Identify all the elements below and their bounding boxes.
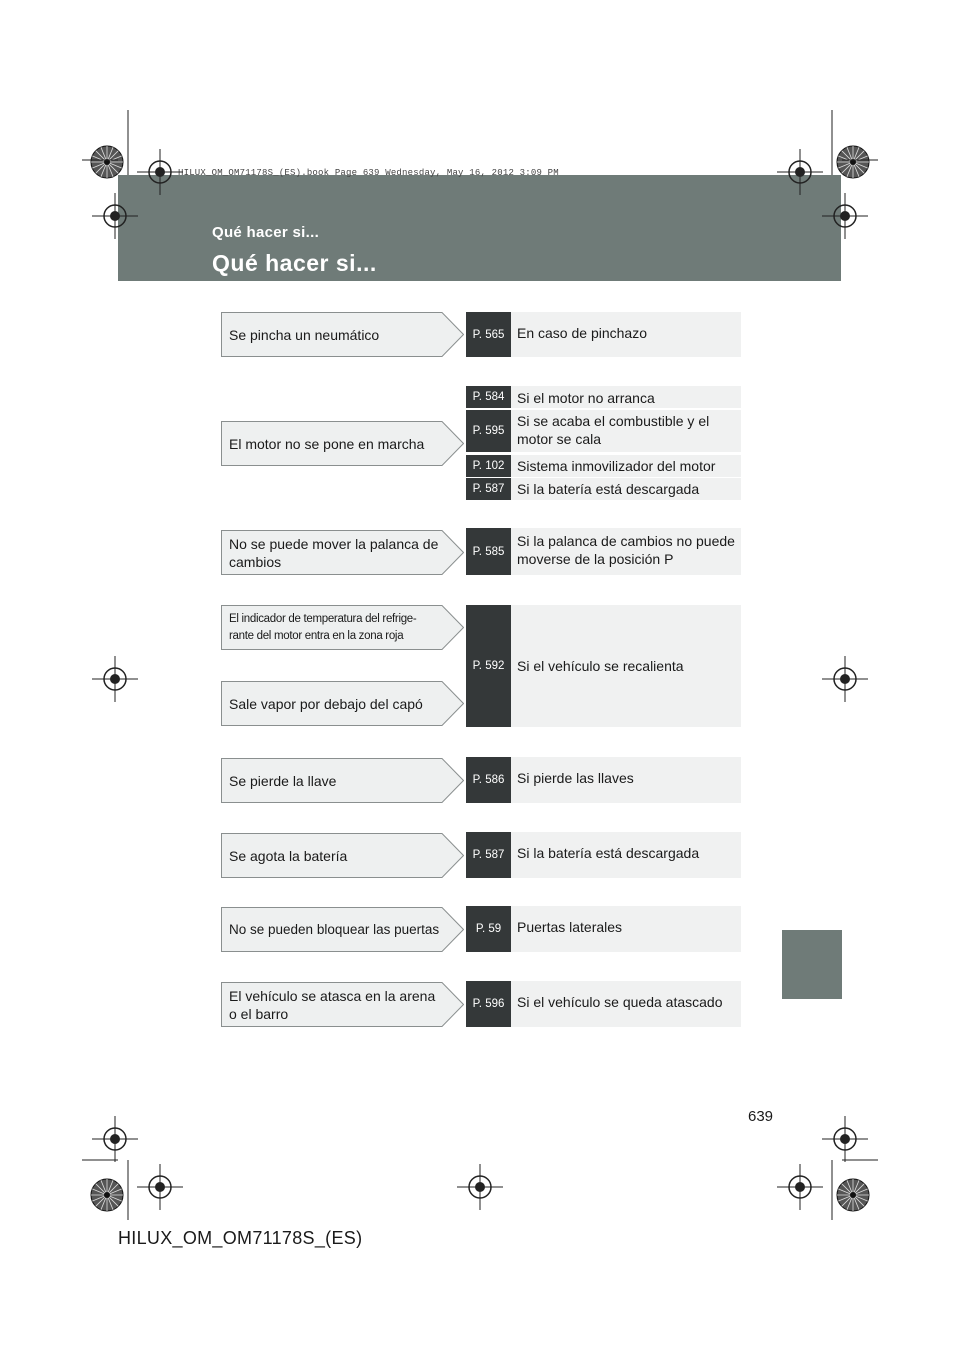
section-label: Qué hacer si...: [212, 224, 320, 241]
problem-text: Se agota la batería: [229, 847, 348, 864]
problem-text: Sale vapor por debajo del capó: [229, 695, 423, 712]
problem-text: El motor no se pone en marcha: [229, 435, 425, 452]
page-ref[interactable]: P. 595: [466, 410, 511, 452]
page-ref[interactable]: P. 585: [466, 528, 511, 575]
page-ref[interactable]: P. 592: [466, 605, 511, 727]
page-number: 639: [748, 1108, 774, 1125]
solution-text: Si la batería está descargada: [511, 478, 741, 500]
solution-text: Si se acaba el combustible y el motor se cala: [511, 410, 741, 452]
page-title: Qué hacer si...: [212, 250, 377, 276]
page-ref[interactable]: P. 102: [466, 455, 511, 477]
solution-text: Sistema inmovilizador del motor: [511, 455, 741, 477]
problem-text: Se pincha un neumático: [229, 326, 380, 343]
problem-text: El indicador de temperatura del refrige-rante del motor entra en la zona roja: [229, 612, 417, 642]
solution-text: Si el vehículo se recalienta: [511, 605, 741, 727]
problem-text: El vehículo se atasca en la arena o el barro: [229, 987, 436, 1022]
page-ref[interactable]: P. 596: [466, 981, 511, 1027]
page-ref[interactable]: P. 565: [466, 312, 511, 357]
book-info: HILUX_OM_OM71178S_(ES).book Page 639 Wednesday, May 16, 2012 3:09 PM: [178, 168, 559, 178]
solution-text: Puertas laterales: [511, 906, 741, 952]
page-ref[interactable]: P. 586: [466, 757, 511, 803]
problem-text: Se pierde la llave: [229, 772, 337, 789]
problem-text: No se puede mover la palanca de cambios: [229, 535, 439, 570]
page-ref[interactable]: P. 59: [466, 906, 511, 952]
solution-text: Si el vehículo se queda atascado: [511, 981, 741, 1027]
footer-code: HILUX_OM_OM71178S_(ES): [118, 1228, 363, 1248]
problem-text: No se pueden bloquear las puertas: [229, 921, 440, 937]
solution-text: Si la palanca de cambios no puede moverse de la posición P: [511, 528, 741, 575]
solution-text: Si la batería está descargada: [511, 832, 741, 878]
solution-text: En caso de pinchazo: [511, 312, 741, 357]
page-ref[interactable]: P. 587: [466, 832, 511, 878]
solution-text: Si pierde las llaves: [511, 757, 741, 803]
page-ref[interactable]: P. 584: [466, 386, 511, 408]
solution-text: Si el motor no arranca: [511, 386, 741, 408]
page-ref[interactable]: P. 587: [466, 478, 511, 500]
